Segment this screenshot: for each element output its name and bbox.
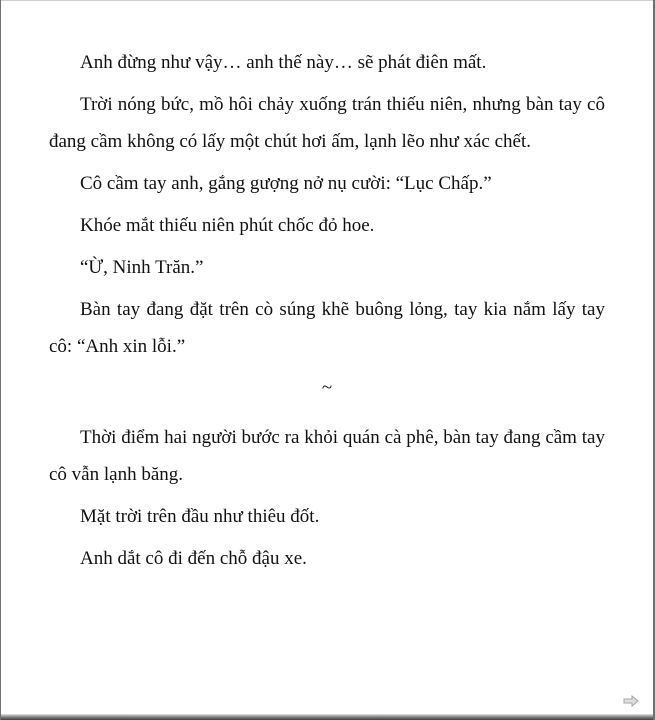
paragraph-5: “Ừ, Ninh Trăn.” [80, 257, 204, 278]
paragraph-4: Khóe mắt thiếu niên phút chốc đỏ hoe. [80, 215, 375, 236]
section-separator: ~ [321, 377, 333, 398]
arrow-right-icon-glyph [623, 695, 639, 707]
paragraph-3: Cô cầm tay anh, gắng gượng nở nụ cười: “Lục Chấp.” [80, 173, 492, 194]
viewer-top-edge [1, 0, 653, 1]
document-page [49, 44, 605, 582]
paragraph-6: Bàn tay đang đặt trên cò súng khẽ buông lỏng, tay kia nắm lấy tay cô: “Anh xin lỗi.” [49, 299, 605, 357]
paragraph-1: Anh đừng như vậy… anh thế này… sẽ phát điên mất. [80, 52, 487, 73]
arrow-right-icon[interactable] [623, 695, 639, 707]
paragraph-7: Thời điểm hai người bước ra khỏi quán cà phê, bàn tay đang cầm tay cô vẫn lạnh băng. [49, 427, 605, 485]
paragraph-8: Mặt trời trên đầu như thiêu đốt. [80, 506, 320, 527]
viewer-bottom-shadow [1, 714, 653, 720]
paragraph-2: Trời nóng bức, mồ hôi chảy xuống trán thiếu niên, nhưng bàn tay cô đang cầm không có lấy một chút hơi ấm, lạnh lẽo như xác chết. [49, 94, 605, 152]
paragraph-9: Anh dắt cô đi đến chỗ đậu xe. [80, 548, 307, 569]
